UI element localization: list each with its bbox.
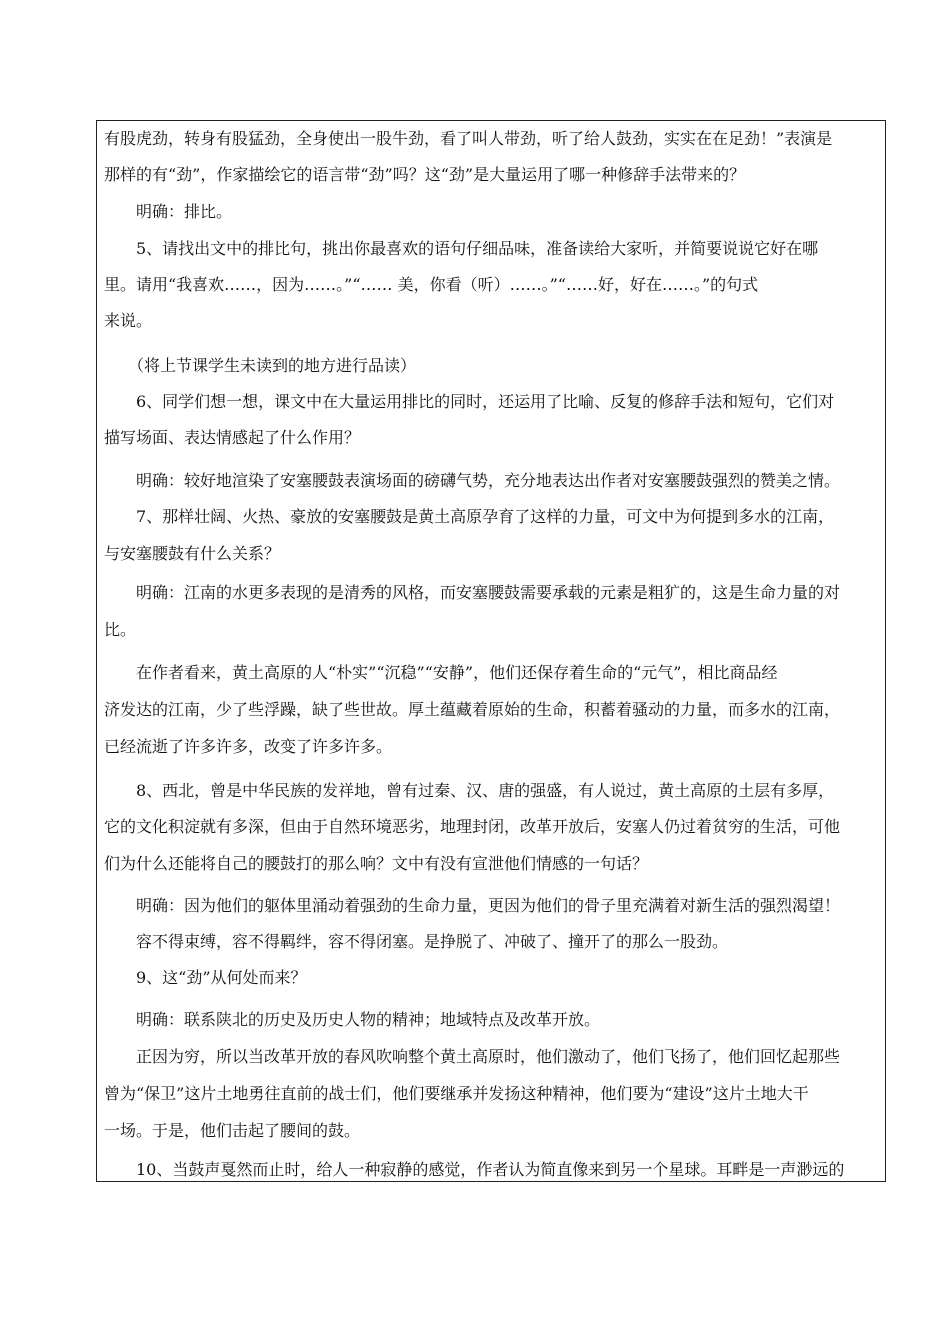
answer-line: 明确：联系陕北的历史及历史人物的精神；地域特点及改革开放。 xyxy=(104,1010,601,1029)
text-line: 那样的有“劲”，作家描绘它的语言带“劲”吗？这“劲”是大量运用了哪一种修辞手法带来的？ xyxy=(104,165,746,184)
question-line: 9、这“劲”从何处而来？ xyxy=(104,968,307,987)
text-line: 来说。 xyxy=(104,311,153,330)
text-line: 与安塞腰鼓有什么关系？ xyxy=(104,544,281,563)
answer-line: 明确：江南的水更多表现的是清秀的风格，而安塞腰鼓需要承载的元素是粗犷的，这是生命力量的对 xyxy=(104,583,841,602)
text-line: 描写场面、表达情感起了什么作用？ xyxy=(104,428,361,447)
answer-line: 明确：较好地渲染了安塞腰鼓表演场面的磅礴气势，充分地表达出作者对安塞腰鼓强烈的赞美之情。 xyxy=(104,471,841,490)
answer-line: 明确：排比。 xyxy=(104,202,233,221)
text-line: 曾为“保卫”这片土地勇往直前的战士们，他们要继承并发扬这种精神，他们要为“建设”这片土地大干 xyxy=(104,1084,809,1103)
text-line: 在作者看来，黄土高原的人“朴实”“沉稳”“安静”，他们还保存着生命的“元气”，相比商品经 xyxy=(104,663,778,682)
question-line: 8、西北，曾是中华民族的发祥地，曾有过秦、汉、唐的强盛，有人说过，黄土高原的土层有多厚， xyxy=(104,781,835,800)
text-line: 有股虎劲，转身有股猛劲，全身使出一股牛劲，看了叫人带劲，听了给人鼓劲，实实在在足劲！”表演是 xyxy=(104,129,833,148)
text-line: 济发达的江南，少了些浮躁，缺了些世故。厚土蕴藏着原始的生命，积蓄着骚动的力量，而多水的江南， xyxy=(104,700,841,719)
question-line: 6、同学们想一想，课文中在大量运用排比的同时，还运用了比喻、反复的修辞手法和短句，它们对 xyxy=(104,392,835,411)
text-line: 正因为穷，所以当改革开放的春风吹响整个黄土高原时，他们激动了，他们飞扬了，他们回忆起那些 xyxy=(104,1047,841,1066)
question-line: 7、那样壮阔、火热、豪放的安塞腰鼓是黄土高原孕育了这样的力量，可文中为何提到多水的江南， xyxy=(104,507,835,526)
text-line: 已经流逝了许多许多，改变了许多许多。 xyxy=(104,737,393,756)
answer-line: 明确：因为他们的躯体里涌动着强劲的生命力量，更因为他们的骨子里充满着对新生活的强烈渴望！ xyxy=(104,896,841,915)
text-line: 比。 xyxy=(104,620,137,639)
text-line: 它的文化积淀就有多深，但由于自然环境恶劣，地理封闭，改革开放后，安塞人仍过着贫穷的生活，可他 xyxy=(104,817,841,836)
question-line: 10、当鼓声戛然而止时，给人一种寂静的感觉，作者认为简直像来到另一个星球。耳畔是一声渺远的 xyxy=(104,1160,845,1179)
text-line: 们为什么还能将自己的腰鼓打的那么响？文中有没有宣泄他们情感的一句话？ xyxy=(104,854,649,873)
question-line: 5、请找出文中的排比句，挑出你最喜欢的语句仔细品味，准备读给大家听，并简要说说它好在哪 xyxy=(104,239,819,258)
text-line: 一场。于是，他们击起了腰间的鼓。 xyxy=(104,1121,361,1140)
text-line: 里。请用“我喜欢……，因为……。”“…… 美，你看（听）……。”“……好，好在……。”的句式 xyxy=(104,275,759,294)
text-line: 容不得束缚，容不得羁绊，容不得闭塞。是挣脱了、冲破了、撞开了的那么一股劲。 xyxy=(104,932,729,951)
note-line: （将上节课学生未读到的地方进行品读） xyxy=(104,356,417,375)
